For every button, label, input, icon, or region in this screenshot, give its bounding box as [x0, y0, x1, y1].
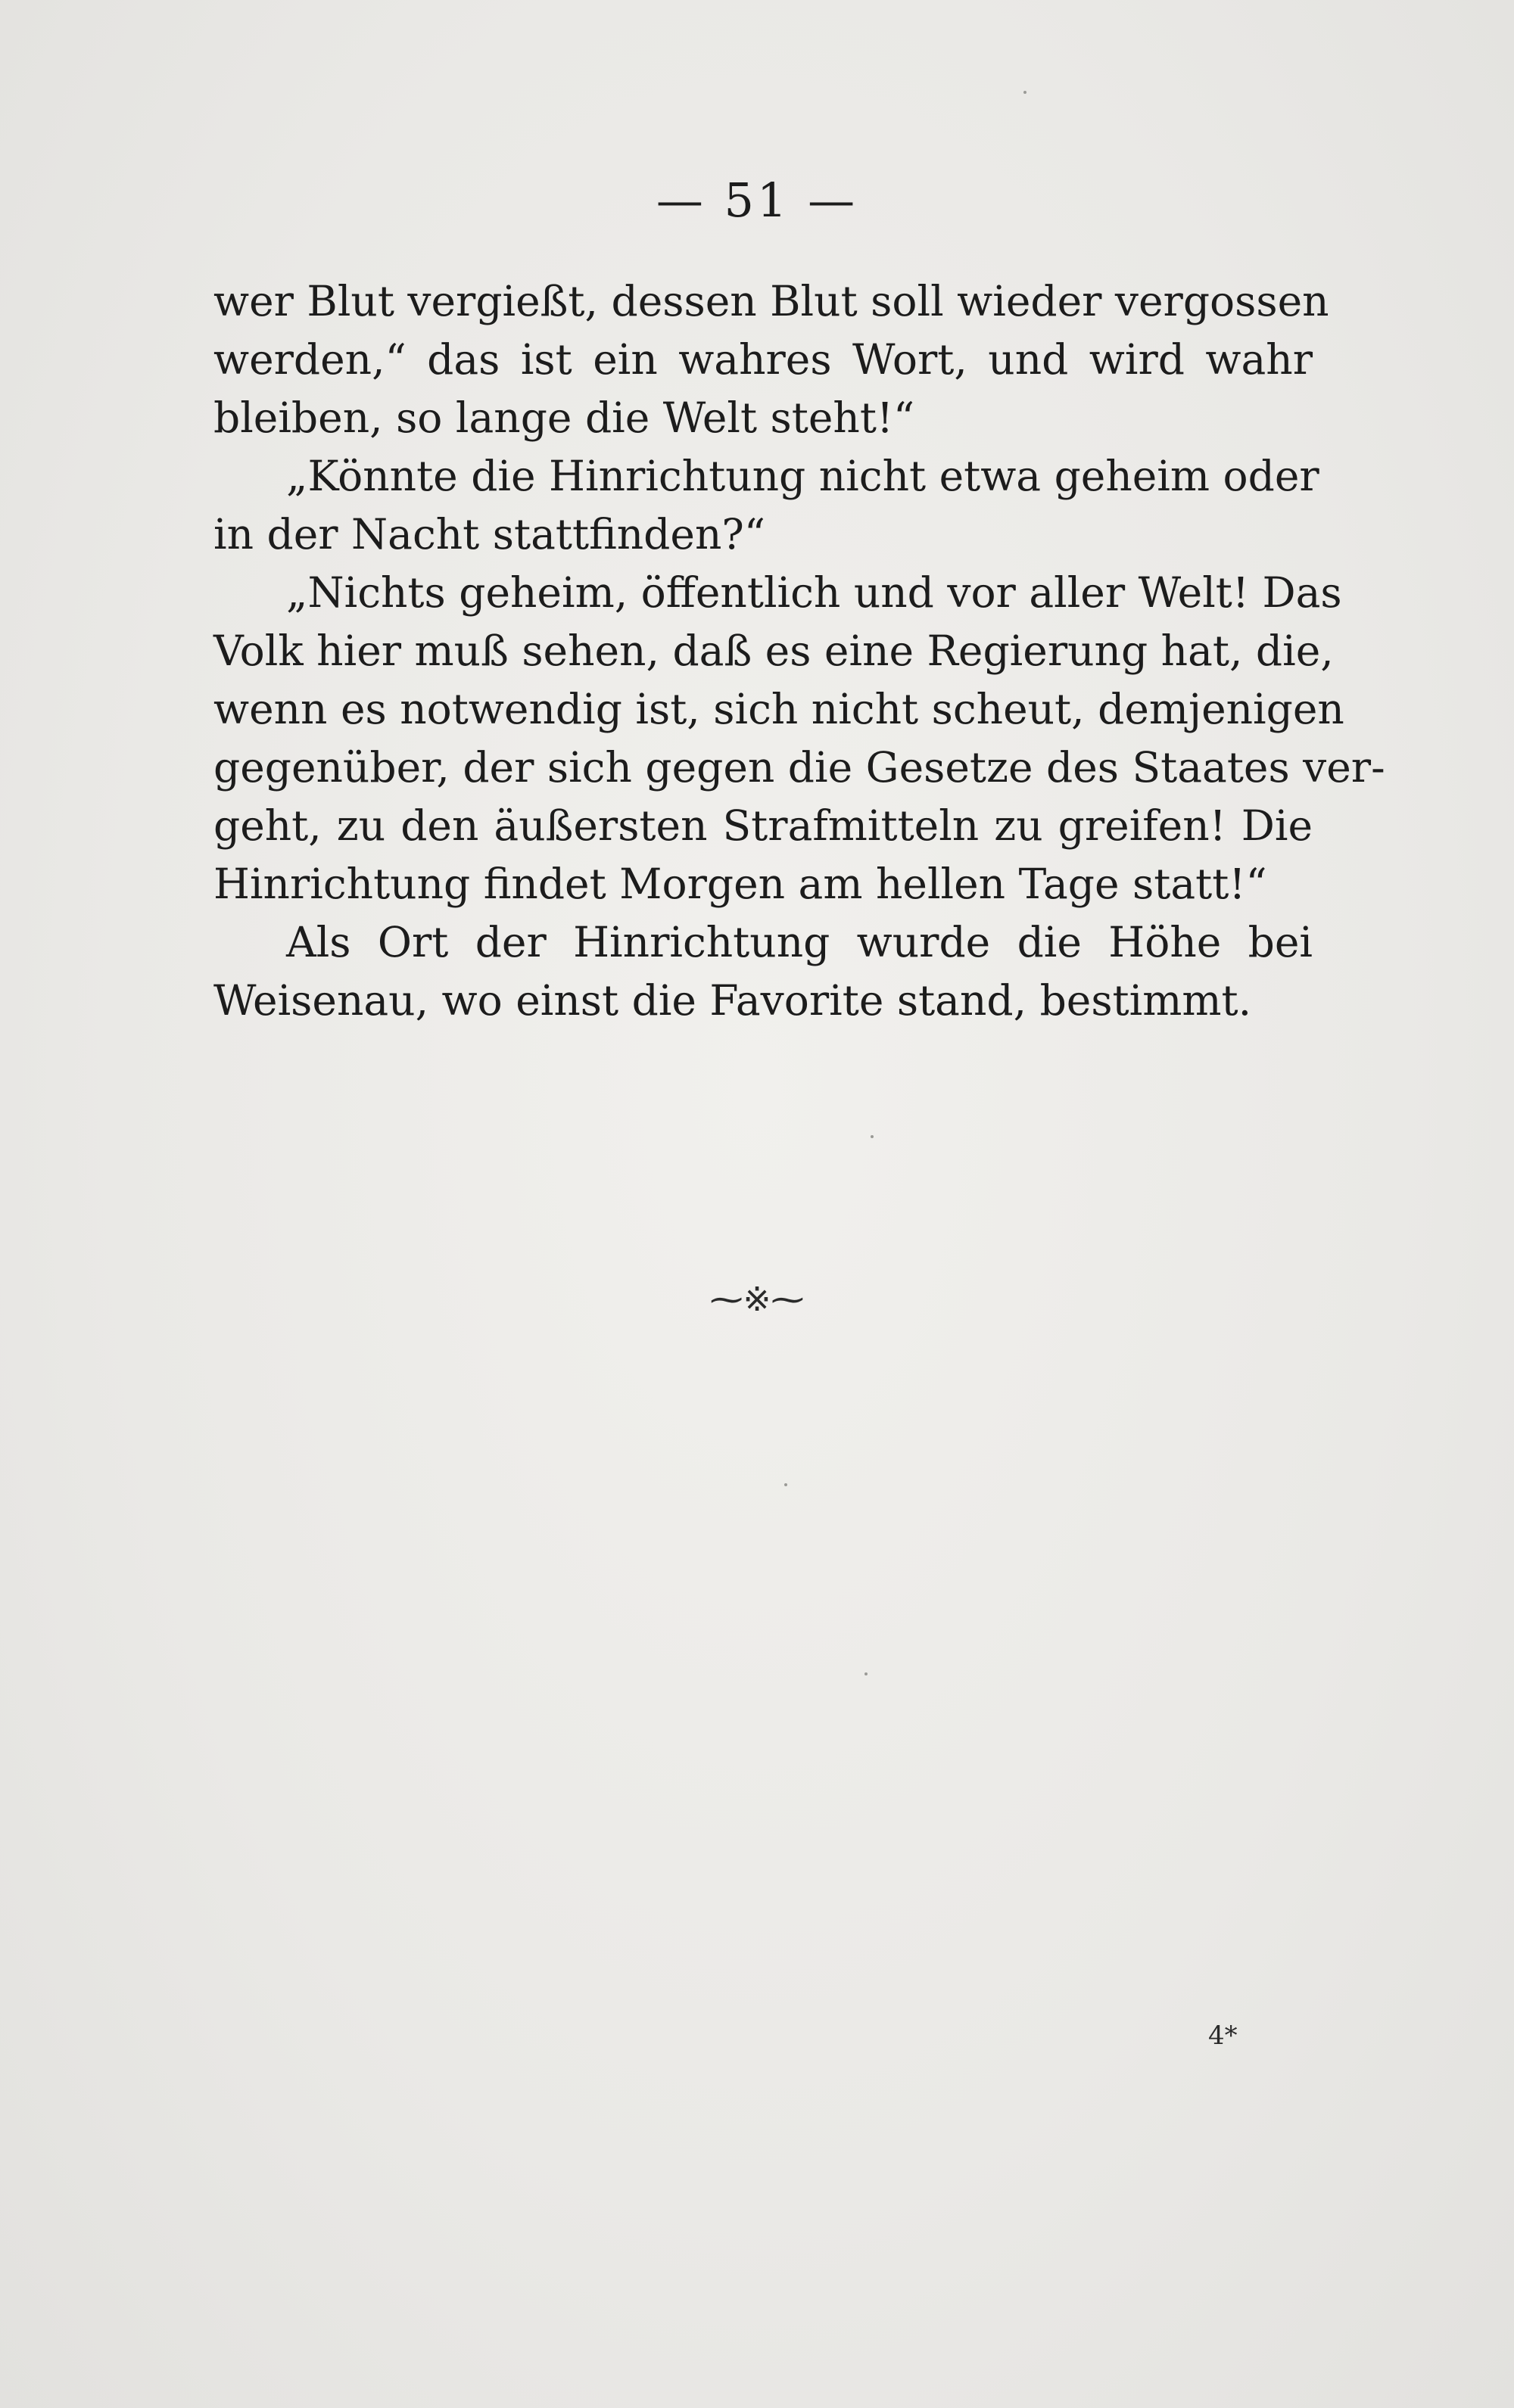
paper-speck — [784, 1483, 787, 1486]
paper-speck — [871, 1135, 874, 1138]
text-line: geht, zu den äußersten Strafmitteln zu greifen! Die — [213, 801, 1313, 850]
text-line: Als Ort der Hinrichtung wurde die Höhe bei — [286, 918, 1313, 966]
text-line: bleiben, so lange die Welt steht!“ — [213, 394, 915, 442]
text-line: in der Nacht stattfinden?“ — [213, 510, 765, 558]
text-line: Weisenau, wo einst die Favorite stand, bestimmt. — [213, 976, 1252, 1025]
text-line: „Könnte die Hinrichtung nicht etwa geheim oder — [286, 452, 1319, 500]
body-text — [213, 272, 1385, 1030]
text-line: wenn es notwendig ist, sich nicht scheut, demjenigen — [213, 685, 1344, 733]
paper-speck — [1023, 91, 1026, 94]
page-number: — 51 — — [656, 173, 858, 228]
text-line: werden,“ das ist ein wahres Wort, und wird wahr — [213, 335, 1313, 384]
signature-mark: 4* — [1208, 2021, 1238, 2051]
text-line: Volk hier muß sehen, daß es eine Regierung hat, die, — [213, 627, 1334, 675]
text-line: Hinrichtung findet Morgen am hellen Tage statt!“ — [213, 860, 1267, 908]
text-line: gegenüber, der sich gegen die Gesetze des Staates ver- — [213, 743, 1385, 792]
text-line: „Nichts geheim, öffentlich und vor aller Welt! Das — [286, 568, 1342, 617]
ornament-divider: ⁓※⁓ — [709, 1280, 805, 1319]
paper-speck — [864, 1672, 868, 1675]
text-line: wer Blut vergießt, dessen Blut soll wieder vergossen — [213, 277, 1329, 325]
